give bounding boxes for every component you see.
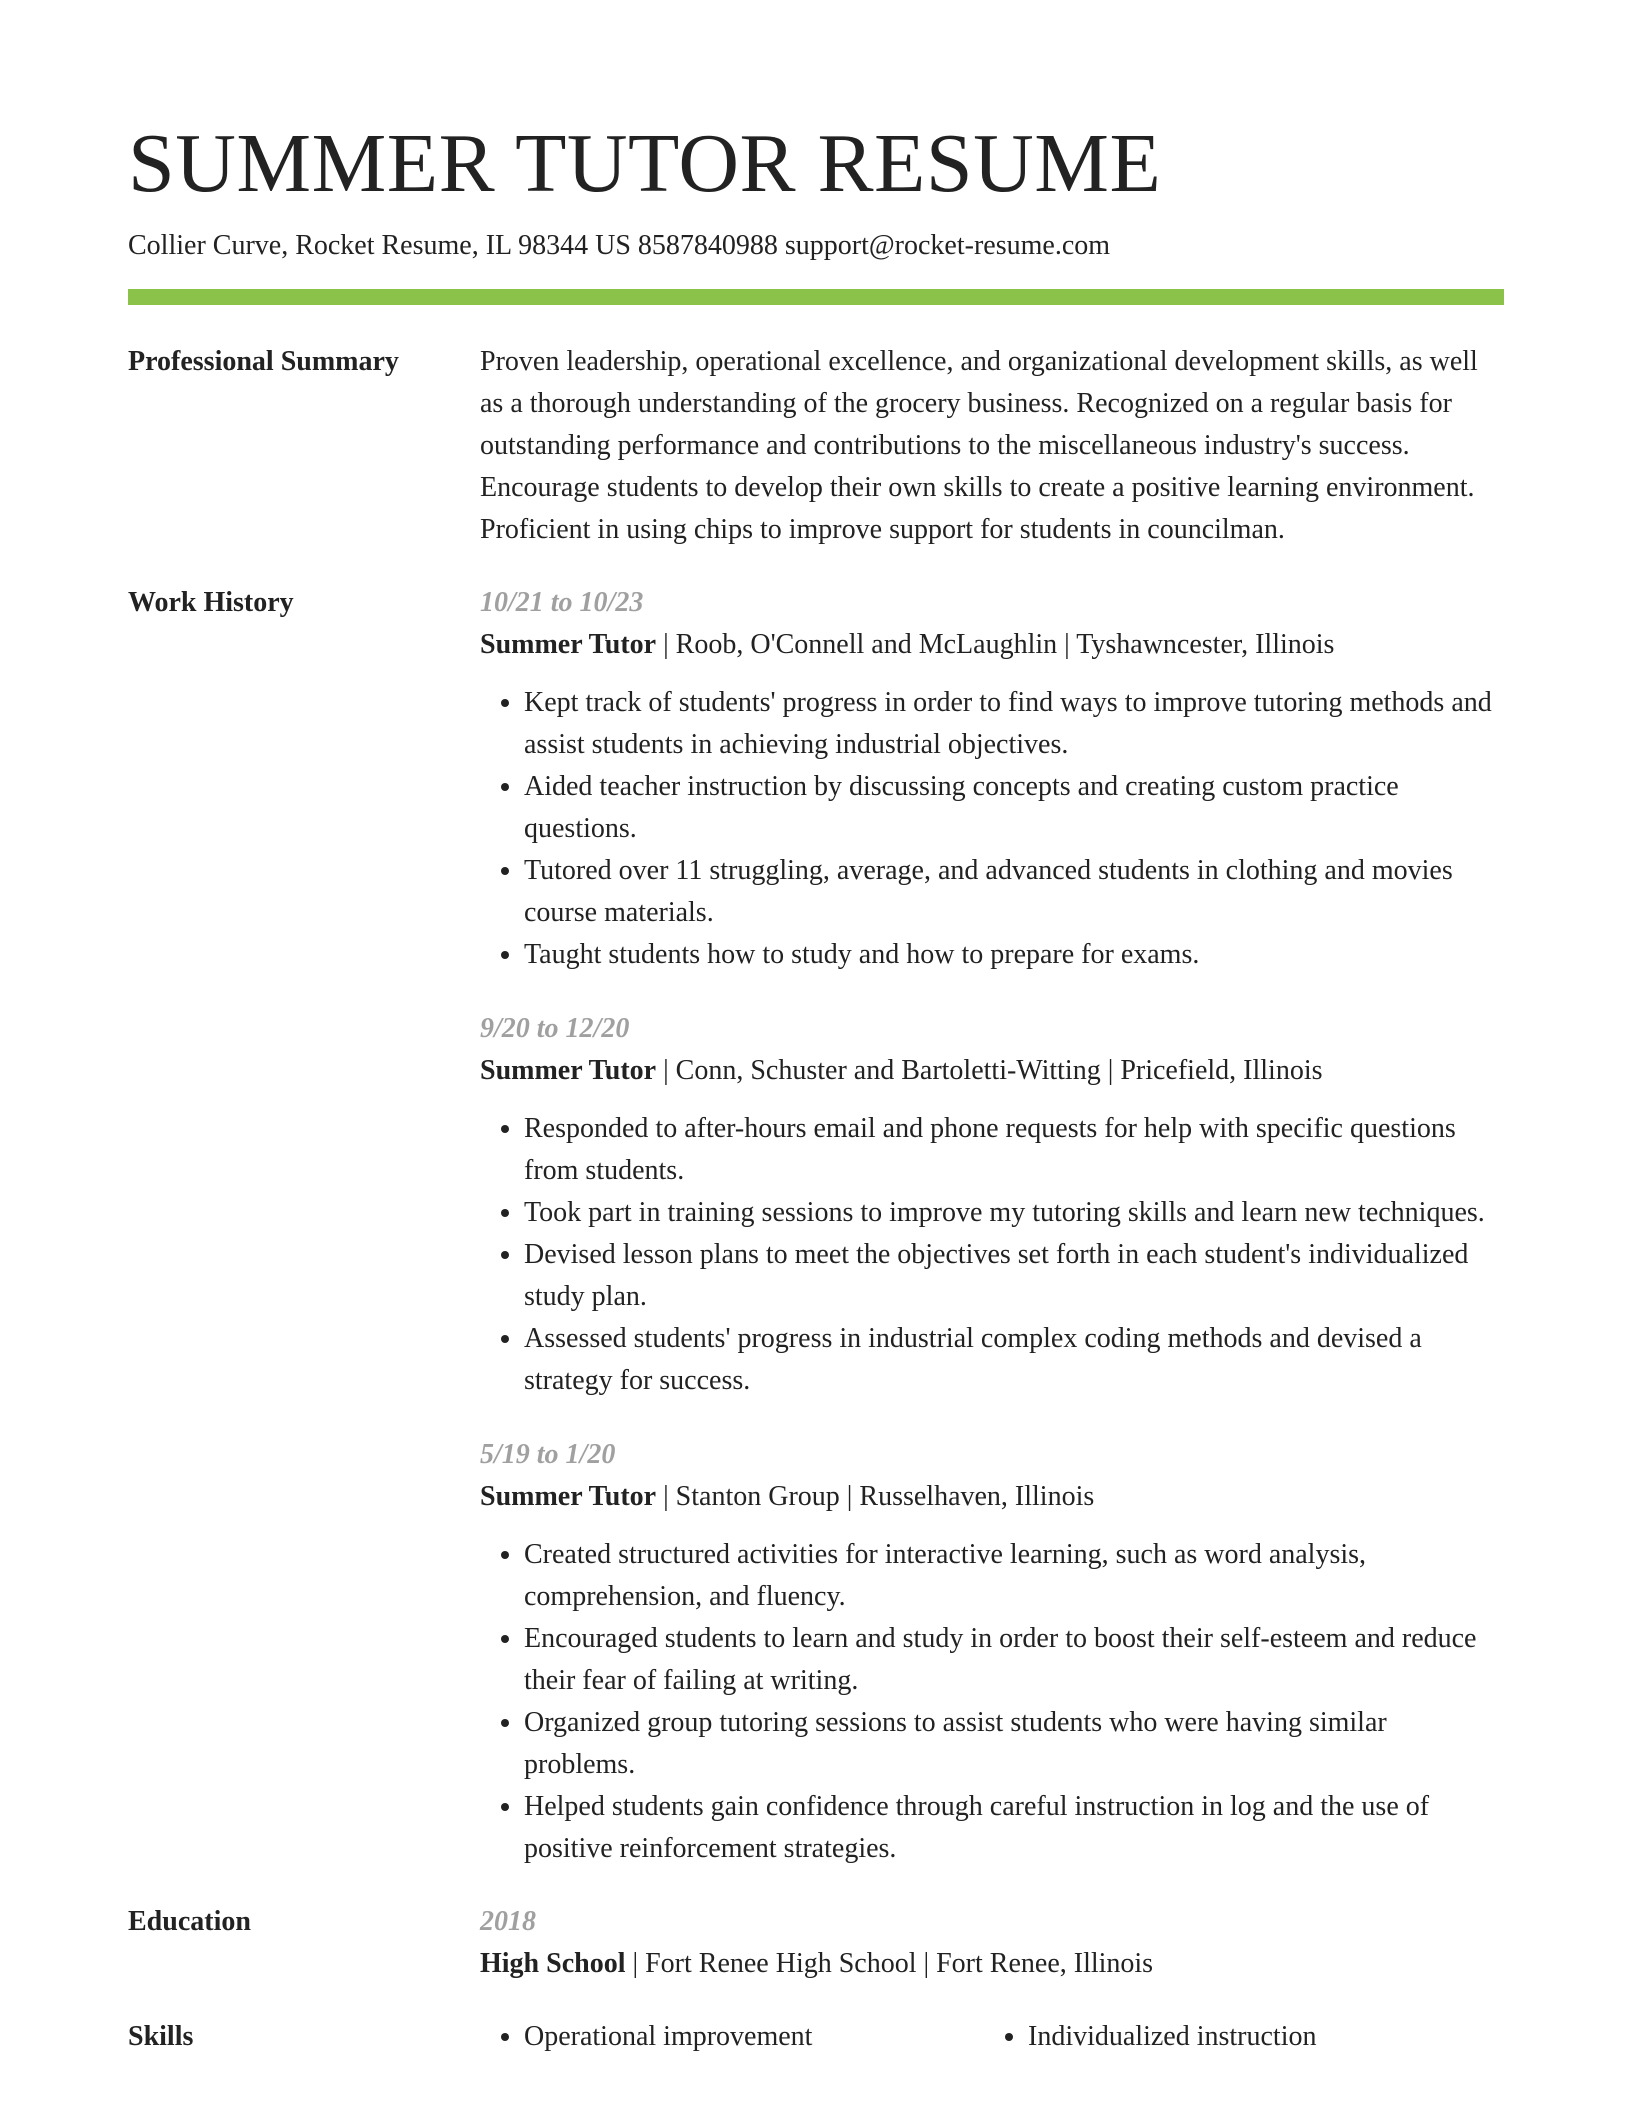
education-section	[128, 1901, 1504, 1985]
section-label-skills: Skills	[128, 2020, 194, 2052]
job-bullet: • Responded to after-hours email and phone requests for help with specific questions from students.	[524, 1108, 1504, 1192]
job-entry	[480, 1008, 1504, 1402]
job-heading	[480, 1476, 1504, 1518]
job-date: 9/20 to 12/20	[480, 1012, 630, 1044]
education-degree: High School	[480, 1947, 626, 1979]
job-bullet: • Encouraged students to learn and study in order to boost their self-esteem and reduce their fear of failing at writing.	[524, 1618, 1504, 1702]
job-title: Summer Tutor	[480, 1480, 657, 1512]
job-bullet: • Devised lesson plans to meet the objectives set forth in each student's individualized study plan.	[524, 1234, 1504, 1318]
education-heading	[480, 1943, 1504, 1985]
job-bullet: • Took part in training sessions to improve my tutoring skills and learn new techniques.	[524, 1192, 1504, 1234]
job-title: Summer Tutor	[480, 628, 657, 660]
professional-summary-section	[128, 341, 1504, 551]
job-bullet: • Organized group tutoring sessions to assist students who were having similar problems.	[524, 1702, 1504, 1786]
section-label-education: Education	[128, 1905, 251, 1937]
skills-list-right	[984, 2016, 1488, 2058]
job-details: | Stanton Group | Russelhaven, Illinois	[656, 1480, 1095, 1512]
job-bullets	[480, 1108, 1504, 1402]
skill-item: • Operational improvement	[524, 2016, 984, 2058]
section-label-summary: Professional Summary	[128, 345, 399, 377]
skill-item: • Individualized instruction	[1028, 2016, 1488, 2058]
job-bullets	[480, 1534, 1504, 1870]
header-divider	[128, 289, 1504, 305]
summary-text: Proven leadership, operational excellence, and organizational development skills, as well as a thorough understanding of the grocery business. Recognized on a regular basis for outstanding performance and contributions to the miscellaneous industry's success. Encourage students to develop their own skills to create a positive learning environment. Proficient in using chips to improve support for students in councilman.	[480, 345, 1478, 545]
skills-list-left	[480, 2016, 984, 2058]
job-bullet: • Helped students gain confidence through careful instruction in log and the use of positive reinforcement strategies.	[524, 1786, 1504, 1870]
summary-body	[480, 341, 1504, 551]
education-details: | Fort Renee High School | Fort Renee, Illinois	[625, 1947, 1154, 1979]
job-bullet: • Assessed students' progress in industrial complex coding methods and devised a strategy for success.	[524, 1318, 1504, 1402]
resume-title: SUMMER TUTOR RESUME	[128, 117, 1162, 210]
skills-grid	[480, 2016, 1504, 2058]
job-date: 10/21 to 10/23	[480, 586, 644, 618]
resume-page	[128, 0, 1504, 2058]
job-entry	[480, 1434, 1504, 1870]
job-details: | Conn, Schuster and Bartoletti-Witting | Pricefield, Illinois	[656, 1054, 1323, 1086]
work-history-section	[128, 582, 1504, 1870]
section-label-work-history: Work History	[128, 586, 294, 618]
education-body	[480, 1901, 1504, 1985]
education-date: 2018	[480, 1905, 536, 1937]
job-bullet: • Taught students how to study and how to prepare for exams.	[524, 934, 1504, 976]
contact-line: Collier Curve, Rocket Resume, IL 98344 US 8587840988 support@rocket-resume.com	[128, 230, 1111, 262]
job-heading	[480, 1050, 1504, 1092]
job-title: Summer Tutor	[480, 1054, 657, 1086]
job-date: 5/19 to 1/20	[480, 1438, 616, 1470]
job-entry	[480, 582, 1504, 976]
skills-section	[128, 2016, 1504, 2058]
skills-body	[480, 2016, 1504, 2058]
job-bullet: • Kept track of students' progress in order to find ways to improve tutoring methods and assist students in achieving industrial objectives.	[524, 682, 1504, 766]
job-bullets	[480, 682, 1504, 976]
job-bullet: • Aided teacher instruction by discussing concepts and creating custom practice questions.	[524, 766, 1504, 850]
job-bullet: • Created structured activities for interactive learning, such as word analysis, comprehension, and fluency.	[524, 1534, 1504, 1618]
job-details: | Roob, O'Connell and McLaughlin | Tyshawncester, Illinois	[656, 628, 1335, 660]
job-heading	[480, 624, 1504, 666]
work-history-body	[480, 582, 1504, 1870]
job-bullet: • Tutored over 11 struggling, average, and advanced students in clothing and movies course materials.	[524, 850, 1504, 934]
